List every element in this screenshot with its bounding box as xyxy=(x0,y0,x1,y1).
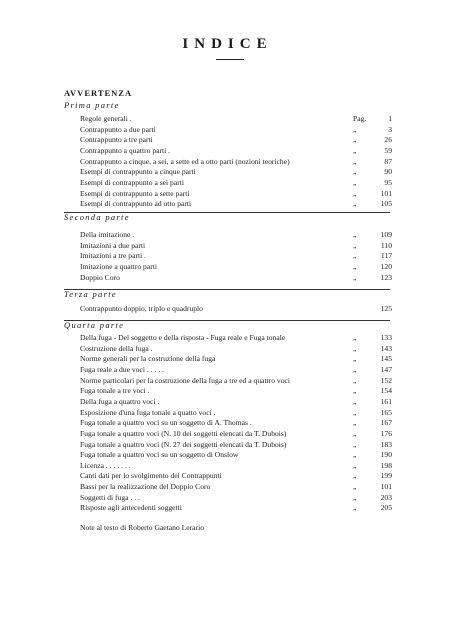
toc-entry xyxy=(80,114,392,124)
toc-entry-page: 167 xyxy=(380,418,392,428)
toc-entry-ditto: „ xyxy=(353,503,357,513)
toc-entry xyxy=(80,273,392,283)
toc-entry xyxy=(80,440,392,450)
toc-entry-page: 176 xyxy=(380,428,392,438)
toc-entry xyxy=(80,189,392,199)
toc-entry-label: Costruzione della fuga . xyxy=(80,343,153,353)
toc-entry-ditto: „ xyxy=(353,375,357,385)
toc-entry-label: Della fuga a quattro voci . xyxy=(80,396,160,406)
toc-entry-ditto: „ xyxy=(353,354,357,364)
avvertenza-heading: AVVERTENZA xyxy=(64,88,133,98)
toc-entry xyxy=(80,386,392,396)
toc-entry xyxy=(80,262,392,272)
toc-entry-page: 59 xyxy=(384,145,392,155)
toc-entry-ditto: „ xyxy=(353,240,357,250)
toc-entry-page: 101 xyxy=(380,482,392,492)
toc-entry-ditto: „ xyxy=(353,364,357,374)
toc-entry xyxy=(80,333,392,343)
toc-entry-page: 125 xyxy=(380,304,392,313)
toc-entry-page: 110 xyxy=(380,240,392,250)
toc-entry-ditto: „ xyxy=(353,333,357,342)
section-title: Quarta parte xyxy=(64,320,125,330)
toc-entry-ditto: „ xyxy=(353,156,357,166)
toc-entry-page: 165 xyxy=(380,407,392,417)
toc-entry-ditto: „ xyxy=(353,450,357,460)
toc-entry-page: 205 xyxy=(380,503,392,513)
toc-entry-page: 161 xyxy=(380,396,392,406)
toc-entry-label: Contrappunto a quattro parti . xyxy=(80,145,171,155)
toc-entry xyxy=(80,135,392,145)
toc-entry xyxy=(80,125,392,135)
toc-entry xyxy=(80,397,392,407)
toc-entry-page: 95 xyxy=(384,177,392,187)
toc-entry-label: Contrappunto doppio, triplo e quadruplo xyxy=(80,304,203,313)
toc-entry-label: Bassi per la realizzazione del Doppio Coro xyxy=(80,482,211,492)
toc-entry-ditto: „ xyxy=(353,124,357,134)
toc-entry xyxy=(80,199,392,209)
toc-entry-page: 90 xyxy=(384,167,392,177)
toc-entry-page: 117 xyxy=(380,251,392,261)
toc-entry-ditto: „ xyxy=(353,428,357,438)
toc-entry-page: 183 xyxy=(380,439,392,449)
toc-entry-ditto: „ xyxy=(353,407,357,417)
toc-entry-label: Fuga reale a due voci . . . . . xyxy=(80,364,164,374)
toc-entry-page: 123 xyxy=(380,272,392,282)
toc-entry-ditto: „ xyxy=(353,177,357,187)
toc-entry-label: Della imitazione . xyxy=(80,230,135,239)
toc-entry xyxy=(80,304,392,314)
toc-entry-ditto: „ xyxy=(353,188,357,198)
toc-entry xyxy=(80,503,392,513)
toc-entry-ditto: „ xyxy=(353,135,357,145)
toc-entry xyxy=(80,493,392,503)
toc-entry xyxy=(80,376,392,386)
toc-entry xyxy=(80,418,392,428)
toc-entry xyxy=(80,230,392,240)
toc-entry-page: 198 xyxy=(380,460,392,470)
toc-entry-page: 199 xyxy=(380,471,392,481)
page-title: INDICE xyxy=(182,36,273,52)
toc-entry-ditto: „ xyxy=(353,167,357,177)
section-title: Prima parte xyxy=(64,100,120,110)
toc-entry xyxy=(80,429,392,439)
toc-entry-label: Contrappunto a cinque, a sei, a sette ed a otto parti (nozioni teoriche) xyxy=(80,156,290,166)
toc-entry-ditto: „ xyxy=(353,482,357,492)
toc-entry-page: 26 xyxy=(384,135,392,145)
toc-entry xyxy=(80,146,392,156)
toc-entry-label: Fuga tonale a quattro voci su un soggetto di A. Thomas . xyxy=(80,418,252,428)
toc-entry-label: Contrappunto a tre parti xyxy=(80,135,153,145)
toc-entry-label: Norme generali per la costruzione della fuga xyxy=(80,354,216,364)
toc-entry-label: Esempi di contrappunto a sei parti xyxy=(80,177,184,187)
toc-entry xyxy=(80,354,392,364)
toc-entry-page: 190 xyxy=(380,450,392,460)
toc-entry-label: Licenza . . . . . . . xyxy=(80,460,131,470)
toc-entry-ditto: „ xyxy=(353,386,357,396)
toc-entry-ditto: „ xyxy=(353,471,357,481)
toc-entry-ditto: „ xyxy=(353,199,357,209)
toc-entry-page: 152 xyxy=(380,375,392,385)
toc-entry-label: Imitazioni a tre parti . xyxy=(80,251,146,261)
section-title: Seconda parte xyxy=(64,212,130,222)
editor-note: Note al testo di Roberto Gaetano Lerario xyxy=(80,523,204,532)
toc-entry-label: Regole generali . xyxy=(80,114,132,123)
toc-entry-label: Soggetti di fuga . . . xyxy=(80,492,140,502)
toc-entry-label: Esempi di contrappunto a sette parti xyxy=(80,188,190,198)
toc-entry-ditto: „ xyxy=(353,230,357,239)
toc-entry xyxy=(80,178,392,188)
toc-entry-label: Esempi di contrappunto a cinque parti xyxy=(80,167,196,177)
toc-entry xyxy=(80,482,392,492)
toc-entry-label: Fuga tonale a quattro voci su un soggetto di Onslow xyxy=(80,450,239,460)
toc-entry-ditto: „ xyxy=(353,460,357,470)
toc-entry-label: Canti dati per lo svolgimento dei Contrappunti xyxy=(80,471,222,481)
toc-entry-ditto: „ xyxy=(353,396,357,406)
toc-entry-page: 145 xyxy=(380,354,392,364)
toc-entry-page: 133 xyxy=(380,333,392,342)
toc-entry-ditto: „ xyxy=(353,418,357,428)
toc-entry-label: Fuga tonale a quattro voci (N. 10 dei soggetti elencati da T. Dubois) xyxy=(80,428,287,438)
toc-entry-ditto: „ xyxy=(353,145,357,155)
toc-entry-page: 143 xyxy=(380,343,392,353)
toc-entry-page: 87 xyxy=(384,156,392,166)
toc-entry xyxy=(80,157,392,167)
toc-entry xyxy=(80,450,392,460)
toc-entry xyxy=(80,167,392,177)
toc-entry-ditto: „ xyxy=(353,439,357,449)
toc-entry-label: Esposizione d'una fuga tonale a quatto voci . xyxy=(80,407,216,417)
title-rule xyxy=(216,59,244,60)
toc-entry-page: 1 xyxy=(388,114,392,123)
toc-entry-page: 3 xyxy=(388,124,392,134)
toc-entry-ditto: Pag. xyxy=(353,114,367,123)
toc-entry xyxy=(80,365,392,375)
toc-entry xyxy=(80,408,392,418)
toc-entry-label: Contrappunto a due parti xyxy=(80,124,156,134)
toc-entry-label: Norme particolari per la costruzione della fuga a tre ed a quattro voci xyxy=(80,375,290,385)
toc-entry xyxy=(80,344,392,354)
toc-entry-page: 154 xyxy=(380,386,392,396)
toc-entry-page: 147 xyxy=(380,364,392,374)
toc-entry xyxy=(80,251,392,261)
toc-entry-label: Doppio Coro xyxy=(80,272,120,282)
toc-entry-page: 101 xyxy=(380,188,392,198)
toc-entry-ditto: „ xyxy=(353,251,357,261)
toc-entry-page: 105 xyxy=(380,199,392,209)
toc-entry-label: Imitazioni a due parti xyxy=(80,240,146,250)
toc-entry-label: Della fuga - Del soggetto e della risposta - Fuga reale e Fuga tonale xyxy=(80,333,286,342)
toc-entry-label: Risposte agli antecedenti soggetti xyxy=(80,503,182,513)
toc-entry-label: Esempi di contrappunto ad otto parti xyxy=(80,199,192,209)
toc-entry-label: Imitazione a quattro parti xyxy=(80,261,157,271)
toc-entry-ditto: „ xyxy=(353,492,357,502)
toc-entry-label: Fuga tonale a tre voci . xyxy=(80,386,150,396)
toc-entry-page: 203 xyxy=(380,492,392,502)
toc-entry-ditto: „ xyxy=(353,343,357,353)
toc-entry-ditto: „ xyxy=(353,272,357,282)
toc-entry-page: 109 xyxy=(380,230,392,239)
section-title: Terza parte xyxy=(64,289,117,299)
toc-entry-ditto: „ xyxy=(353,261,357,271)
toc-entry xyxy=(80,241,392,251)
toc-entry xyxy=(80,471,392,481)
toc-entry-page: 120 xyxy=(380,261,392,271)
toc-entry xyxy=(80,461,392,471)
toc-entry-label: Fuga tonale a quattro voci (N. 27 dei soggetti elencati da T. Dubois) xyxy=(80,439,287,449)
